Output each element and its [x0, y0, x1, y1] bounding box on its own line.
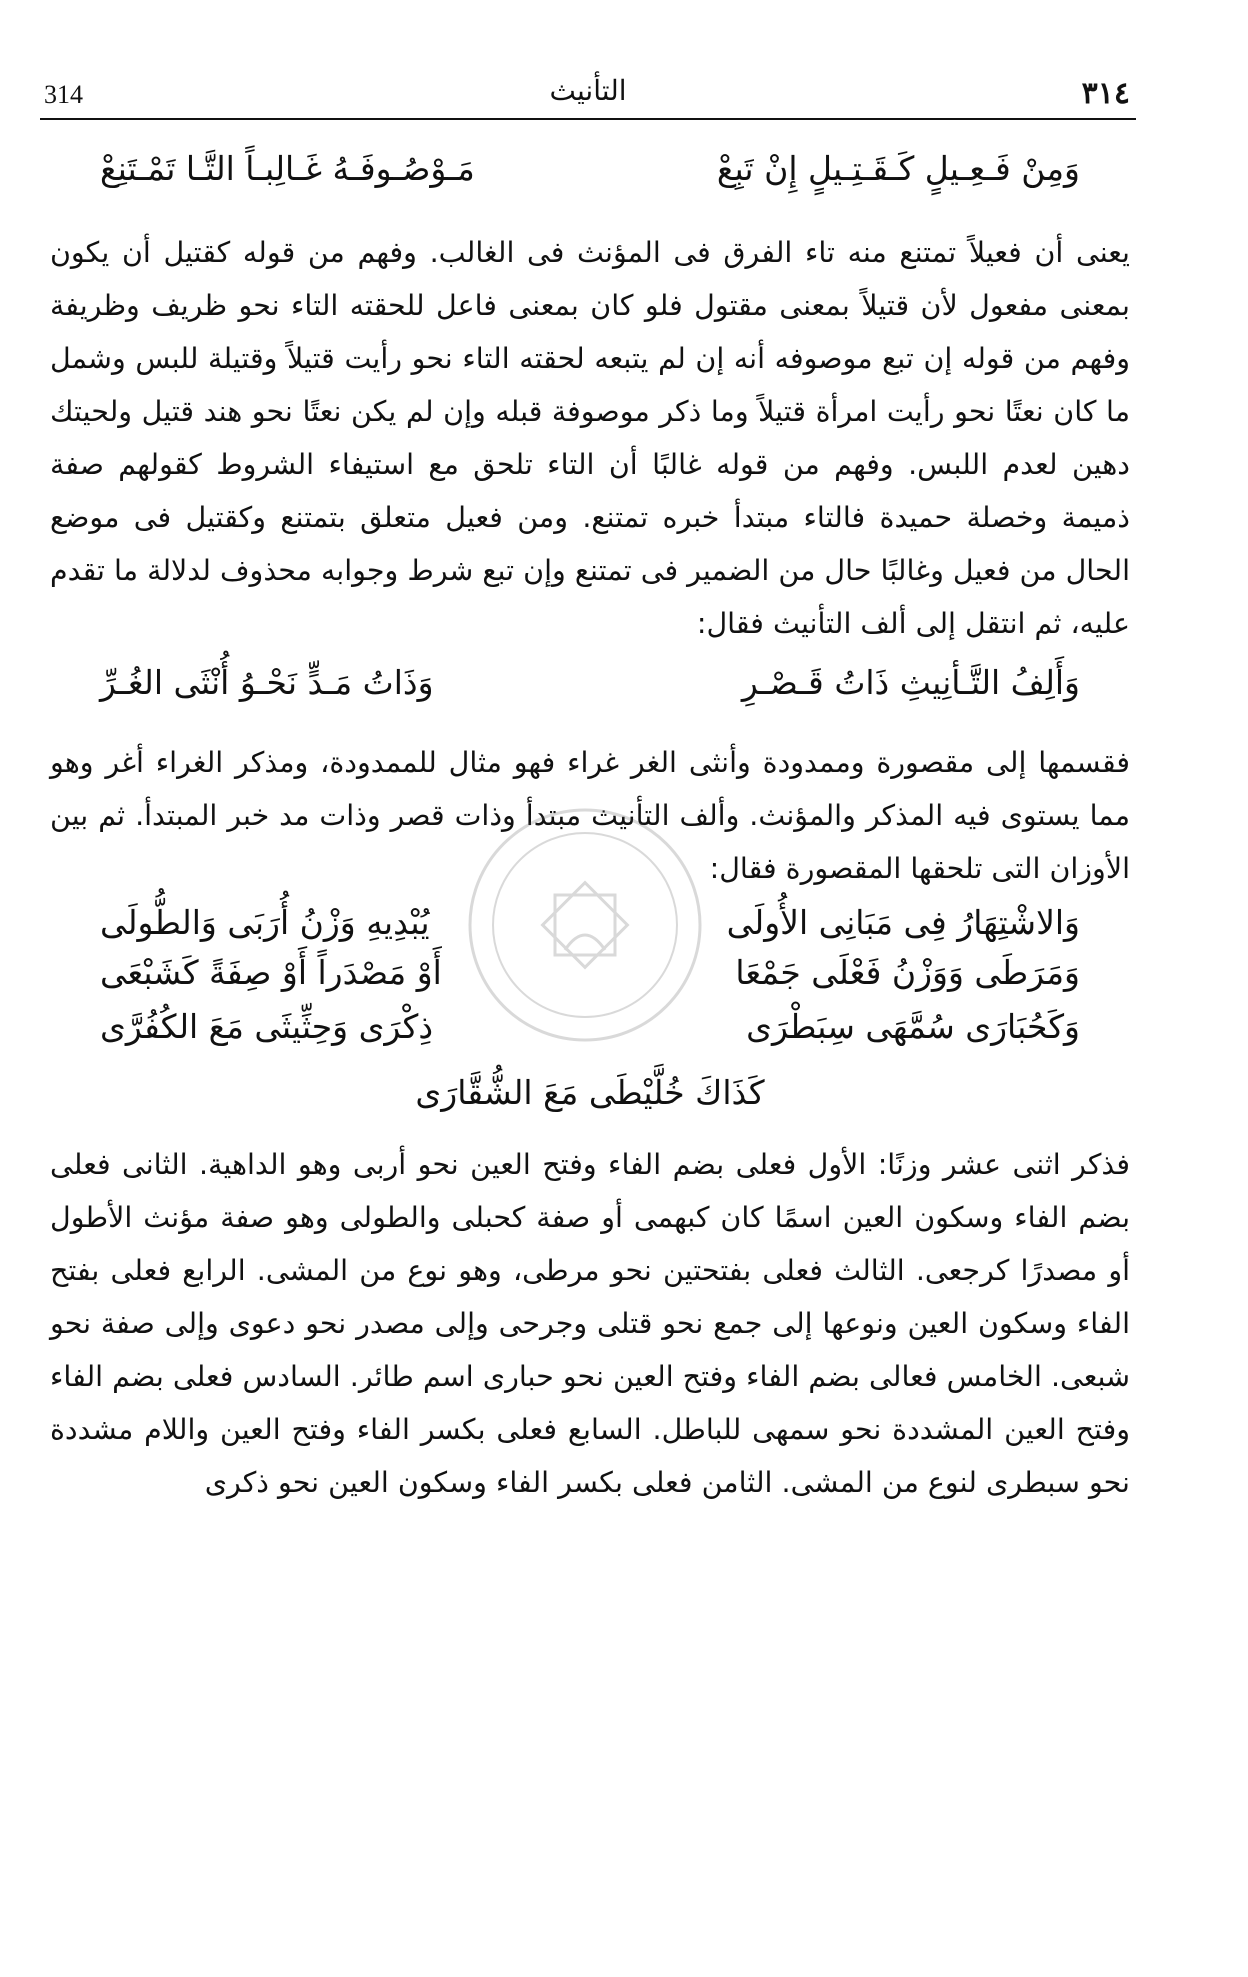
verse-single-line: كَذَاكَ خُلَّيْطَى مَعَ الشُّقَّارَى [415, 1073, 765, 1112]
commentary-paragraph-2: فقسمها إلى مقصورة وممدودة وأنثى الغر غراء فهو مثال للممدودة، ومذكر الغراء أغر وهو مما يستوى فيه المذكر والمؤنث. وألف التأنيث مبتدأ وذات قصر وذات مد خبر المبتدأ. ثم بين الأوزان التى تلحقها المقصورة فقال: [50, 746, 1130, 885]
verse-line-2 [100, 663, 1080, 702]
verse-hemistich-left: وَذَاتُ مَـدٍّ نَحْـوُ أُنْثَى الغُـرِّ [100, 663, 434, 702]
page-number-arabic: ٣١٤ [1081, 76, 1130, 111]
verse-hemistich-right: وَكَحُبَارَى سُمَّهَى سِبَطْرَى [746, 1007, 1080, 1046]
running-title: التأنيث [549, 74, 627, 107]
page-header [40, 72, 1136, 120]
verse-hemistich-left: مَـوْصُـوفَـهُ غَـالِبـاً التَّـا تَمْـتَنِعْ [100, 149, 475, 188]
verse-line-3d [100, 1073, 1080, 1112]
verse-hemistich-right: وَأَلِفُ التَّـأنِيثِ ذَاتُ قَـصْـرِ [741, 663, 1080, 702]
verse-hemistich-left: يُبْدِيهِ وَزْنُ أُرَبَى وَالطُّولَى [100, 903, 430, 942]
commentary-paragraph-1: يعنى أن فعيلاً تمتنع منه تاء الفرق فى المؤنث فى الغالب. وفهم من قوله كقتيل أن يكون بمعنى مفعول لأن قتيلاً بمعنى مقتول فلو كان بمعنى فاعل للحقته التاء نحو ظريف وظريفة وفهم من قوله إن تبع موصوفه أنه إن لم يتبعه لحقته التاء نحو رأيت قتيلاً وقتيلة للبس وشمل ما كان نعتًا نحو رأيت امرأة قتيلاً وما ذكر موصوفة قبله وإن لم يكن نعتًا نحو هند قتيل ولحيتك دهين لعدم اللبس. وفهم من قوله غالبًا أن التاء تلحق مع استيفاء الشروط كقولهم صفة ذميمة وخصلة حميدة فالتاء مبتدأ خبره تمتنع. ومن فعيل متعلق بتمتنع وكقتيل فى موضع الحال من فعيل وغالبًا حال من الضمير فى تمتنع وإن تبع شرط وجوابه محذوف لدلالة ما تقدم عليه، ثم انتقل إلى ألف التأنيث فقال: [50, 236, 1130, 640]
verse-line-3b [100, 953, 1080, 992]
verse-line-3c [100, 1007, 1080, 1046]
verse-hemistich-left: ذِكْرَى وَحِثِّيثَى مَعَ الكُفُرَّى [100, 1007, 434, 1046]
page-number-latin: 314 [44, 80, 83, 109]
verse-hemistich-left: أَوْ مَصْدَراً أَوْ صِفَةً كَشَبْعَى [100, 953, 442, 992]
verse-line-3a [100, 903, 1080, 942]
verse-hemistich-right: وَالاشْتِهَارُ فِى مَبَانِى الأُولَى [726, 903, 1080, 942]
verse-hemistich-right: وَمِنْ فَـعِـيلٍ كَـقَـتِـيلٍ إِنْ تَبِعْ [716, 149, 1080, 188]
commentary-paragraph-3: فذكر اثنى عشر وزنًا: الأول فعلى بضم الفاء وفتح العين نحو أربى وهو الداهية. الثانى فعلى بضم الفاء وسكون العين اسمًا كان كبهمى أو صفة كحبلى والطولى وهو صفة مؤنث الأطول أو مصدرًا كرجعى. الثالث فعلى بفتحتين نحو مرطى، وهو نوع من المشى. الرابع فعلى بفتح الفاء وسكون العين ونوعها إلى جمع نحو قتلى وجرحى وإلى مصدر نحو دعوى وإلى صفة نحو شبعى. الخامس فعالى بضم الفاء وفتح العين نحو حبارى اسم طائر. السادس فعلى بضم الفاء وفتح العين المشددة نحو سمهى للباطل. السابع فعلى بكسر الفاء وفتح العين واللام مشددة نحو سبطرى لنوع من المشى. الثامن فعلى بكسر الفاء وسكون العين نحو ذكرى [50, 1148, 1130, 1499]
verse-line-1 [100, 149, 1080, 188]
verse-hemistich-right: وَمَرَطَى وَوَزْنُ فَعْلَى جَمْعَا [735, 953, 1080, 992]
